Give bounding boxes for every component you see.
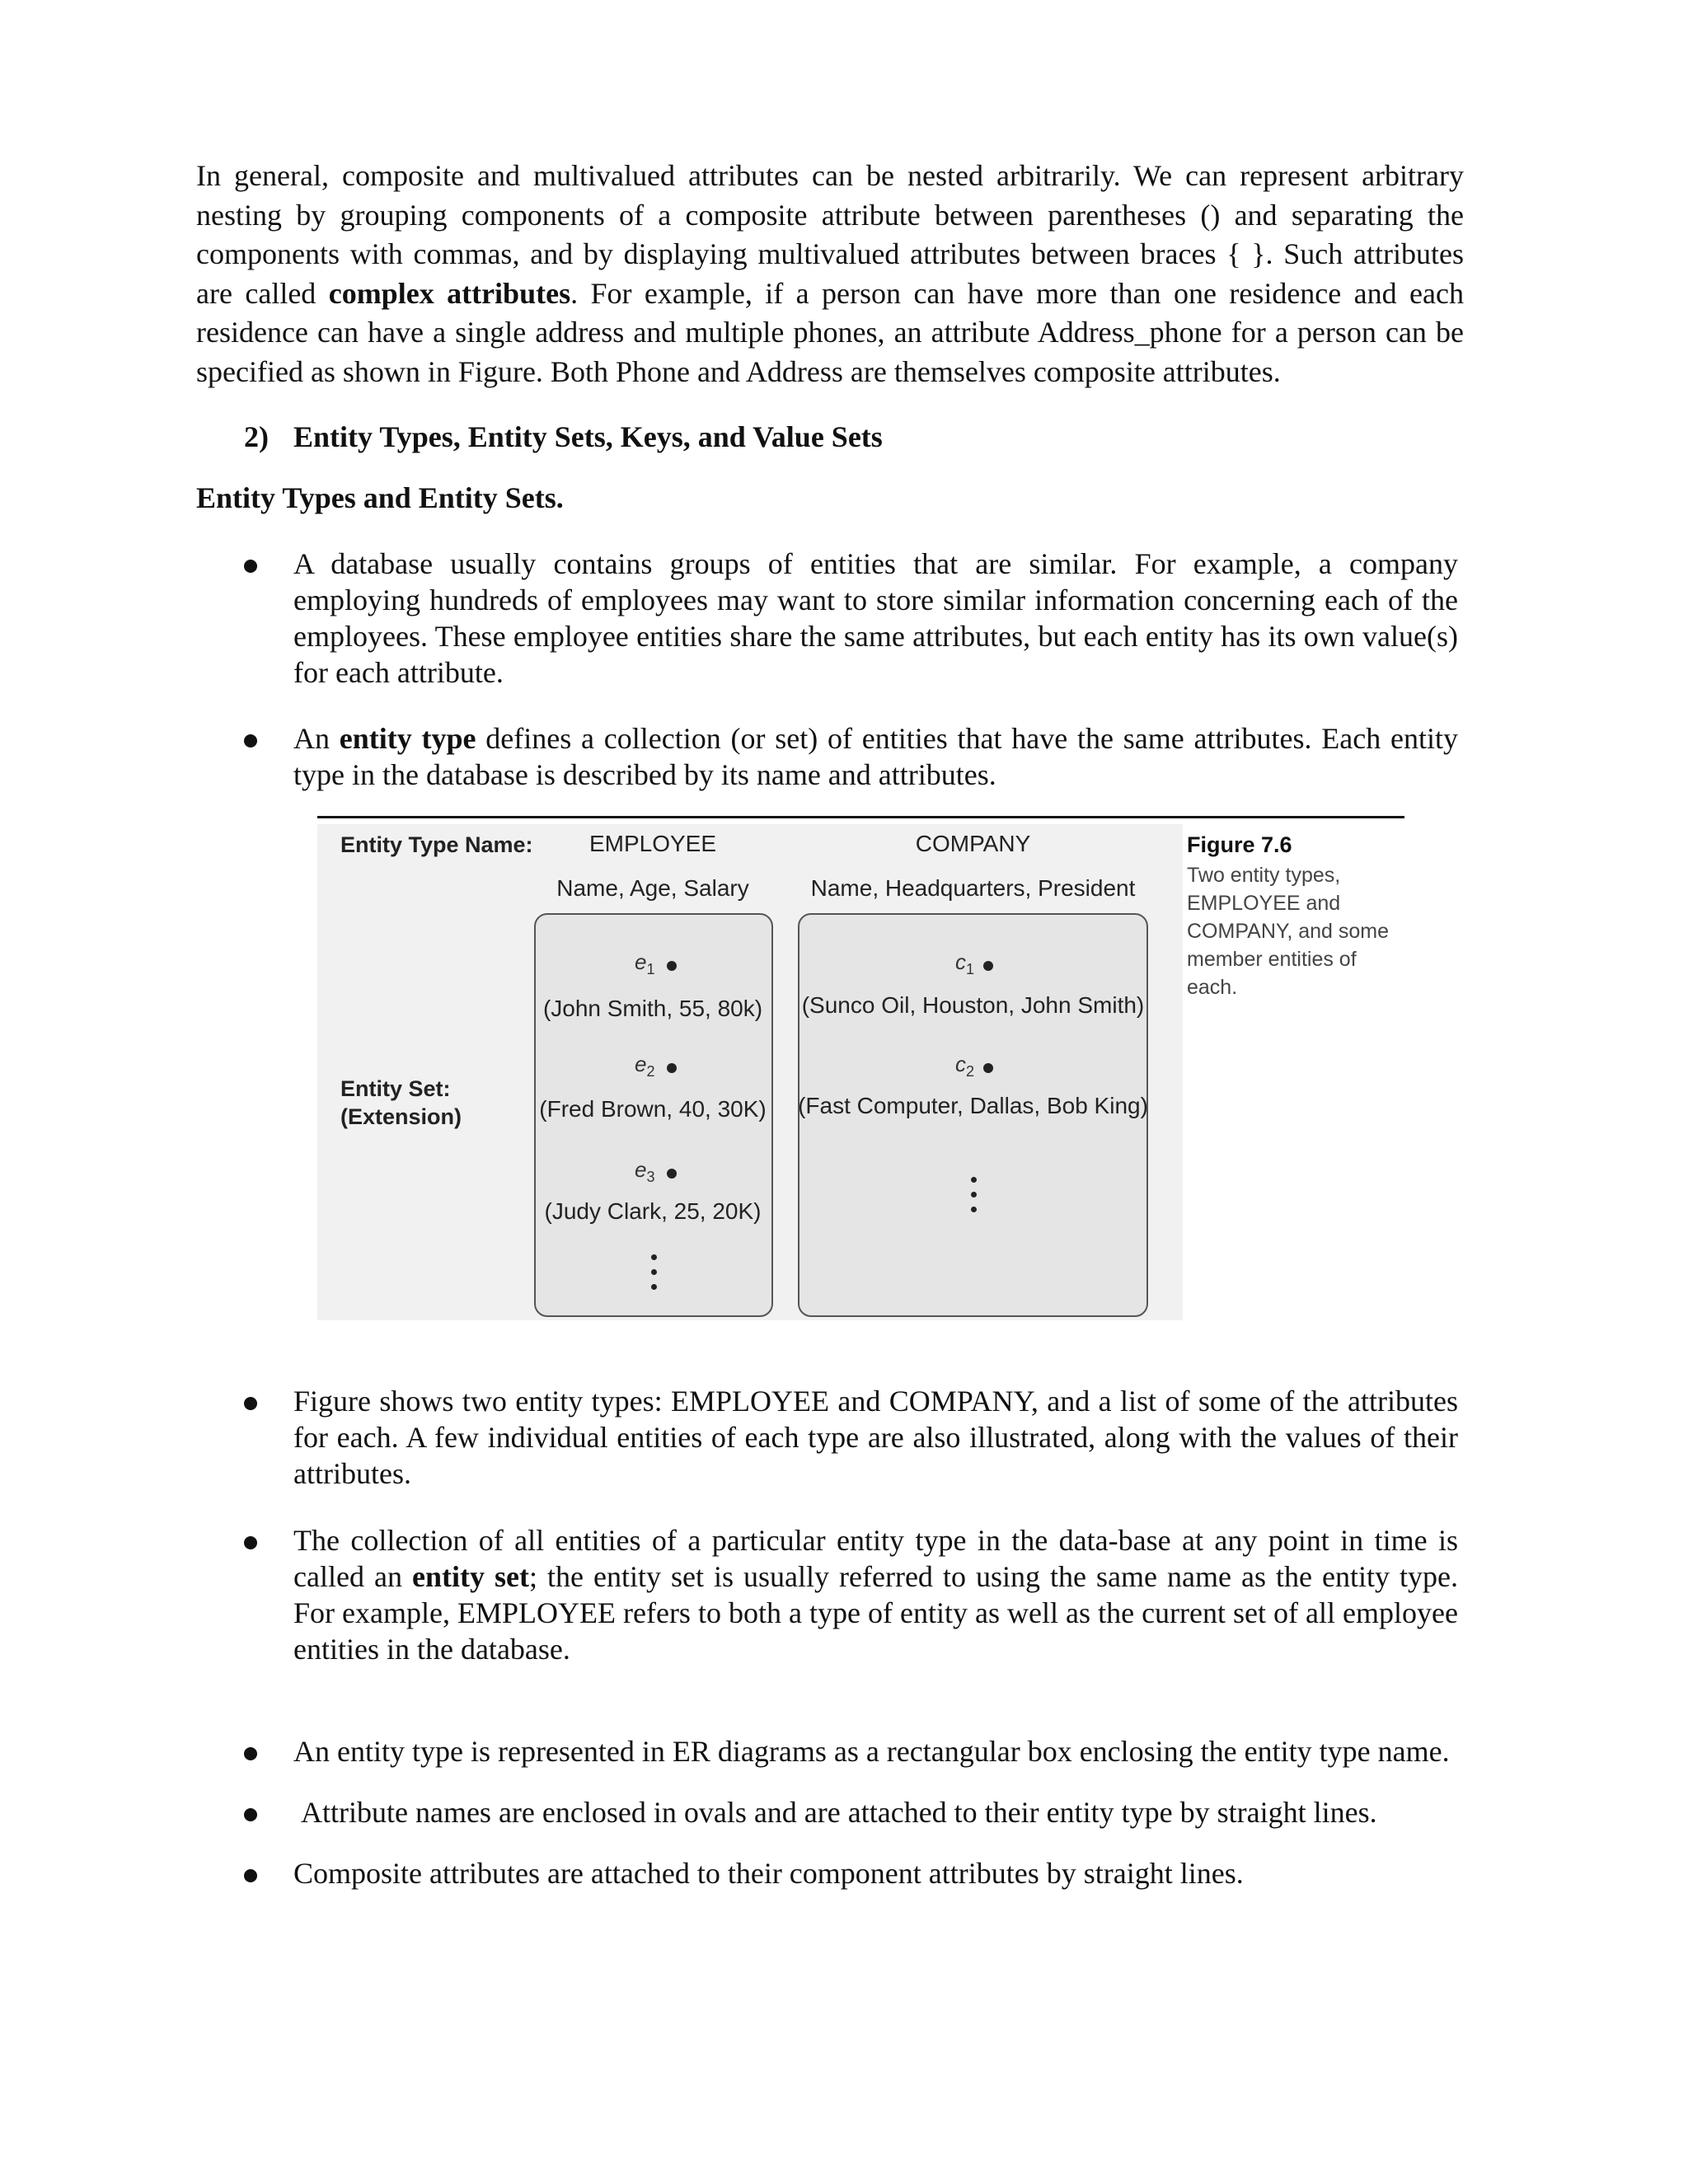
- bullet-item: [293, 1522, 1458, 1667]
- bullet-bold-term: entity type: [339, 722, 476, 755]
- entity-point: [667, 1169, 677, 1179]
- ellipsis-dot: [651, 1254, 657, 1260]
- ellipsis-dot: [971, 1177, 977, 1183]
- entity-set-extension-label: (Extension): [340, 1104, 462, 1129]
- bullet-item: [293, 720, 1458, 793]
- figure-caption-text: Two entity types, EMPLOYEE and COMPANY, and some member entities of each.: [1187, 864, 1390, 999]
- bullet-marker: [244, 734, 257, 748]
- company-tuple: (Sunco Oil, Houston, John Smith): [801, 992, 1145, 1018]
- entity-id: $e_2$: [635, 1052, 655, 1080]
- entity-id: $e_1$: [635, 949, 655, 978]
- bullet-item: [293, 1733, 1458, 1769]
- entity-id: $c_1$: [955, 949, 975, 978]
- intro-bold-term: complex attributes: [328, 276, 571, 310]
- bullet-text: An entity type is represented in ER diagrams as a rectangular box enclosing the entity type name.: [293, 1735, 1450, 1768]
- bullet-marker: [244, 1397, 257, 1410]
- bullet-item: [301, 1794, 1465, 1830]
- subheading: Entity Types and Entity Sets.: [196, 481, 564, 514]
- ellipsis-dot: [651, 1284, 657, 1290]
- entity-type-name-label: Entity Type Name:: [340, 832, 533, 857]
- entity-id: $e_3$: [635, 1157, 655, 1186]
- bullet-text: Attribute names are enclosed in ovals and are attached to their entity type by straight lines.: [301, 1796, 1377, 1829]
- bullet-bold-term: entity set: [411, 1560, 529, 1593]
- bullet-text: Figure shows two entity types: EMPLOYEE and COMPANY, and a list of some of the attributes for each. A few individual entities of each type are also illustrated, along with the values of their attributes.: [293, 1385, 1458, 1490]
- employee-attributes: Name, Age, Salary: [556, 875, 749, 901]
- entity-point: [667, 1063, 677, 1073]
- bullet-item: [293, 1855, 1458, 1891]
- bullet-item: [293, 1383, 1458, 1492]
- entity-figure: [317, 816, 1404, 1320]
- figure-top-rule: [317, 816, 1404, 818]
- bullet-text: An: [293, 722, 340, 755]
- entity-id: $c_2$: [955, 1052, 975, 1080]
- employee-tuple: (Fred Brown, 40, 30K): [539, 1096, 767, 1122]
- bullet-marker: [244, 1869, 257, 1882]
- figure-caption-title: Figure 7.6: [1187, 832, 1292, 857]
- bullet-marker: [244, 560, 257, 573]
- bullet-marker: [244, 1536, 257, 1549]
- ellipsis-dot: [971, 1192, 977, 1197]
- company-tuple: (Fast Computer, Dallas, Bob King): [798, 1093, 1148, 1118]
- ellipsis-dot: [971, 1207, 977, 1212]
- bullet-marker: [244, 1808, 257, 1821]
- bullet-item: [293, 546, 1458, 691]
- company-type-name: COMPANY: [915, 831, 1031, 856]
- bullet-marker: [244, 1747, 257, 1760]
- bullet-text: ; the entity set is usually referred to using the same name as the entity type. For example, EMPLOYEE refers to both a type of entity as well as the current set of all employee entities in the database.: [293, 1560, 1458, 1666]
- bullet-text: Composite attributes are attached to their component attributes by straight lines.: [293, 1857, 1244, 1890]
- entity-point: [983, 961, 993, 971]
- section-title: Entity Types, Entity Sets, Keys, and Value Sets: [293, 420, 883, 453]
- section-number: 2): [244, 420, 269, 453]
- ellipsis-dot: [651, 1269, 657, 1275]
- company-attributes: Name, Headquarters, President: [810, 875, 1136, 901]
- bullet-text: A database usually contains groups of entities that are similar. For example, a company employing hundreds of employees may want to store similar information concerning each of the employees. These employee entities share the same attributes, but each entity has its own value(s) for each attribute.: [293, 547, 1458, 689]
- employee-type-name: EMPLOYEE: [588, 831, 717, 856]
- intro-text-1: In general, composite and multivalued attributes can be nested arbitrarily. We can represent arbitrary nesting by grouping components of a composite attribute between parentheses () and separating the components with commas, and by displaying multivalued attributes between braces { }. Such attributes are called: [196, 159, 1464, 310]
- entity-set-label: Entity Set:: [340, 1076, 451, 1101]
- bullet-text: The collection of all entities of a particular entity type in the data-base at any point in time is called an: [293, 1524, 1458, 1593]
- employee-tuple: (Judy Clark, 25, 20K): [544, 1198, 762, 1224]
- employee-tuple: (John Smith, 55, 80k): [542, 996, 763, 1021]
- bullet-text: defines a collection (or set) of entities that have the same attributes. Each entity type in the database is described by its name and attributes.: [293, 722, 1458, 791]
- entity-point: [667, 961, 677, 971]
- entity-point: [983, 1063, 993, 1073]
- intro-text-2: . For example, if a person can have more than one residence and each residence can have a single address and multiple phones, an attribute Address_phone for a person can be specified as shown in Figure. Both Phone and Address are themselves composite attributes.: [196, 276, 1464, 388]
- intro-paragraph: [196, 157, 1464, 391]
